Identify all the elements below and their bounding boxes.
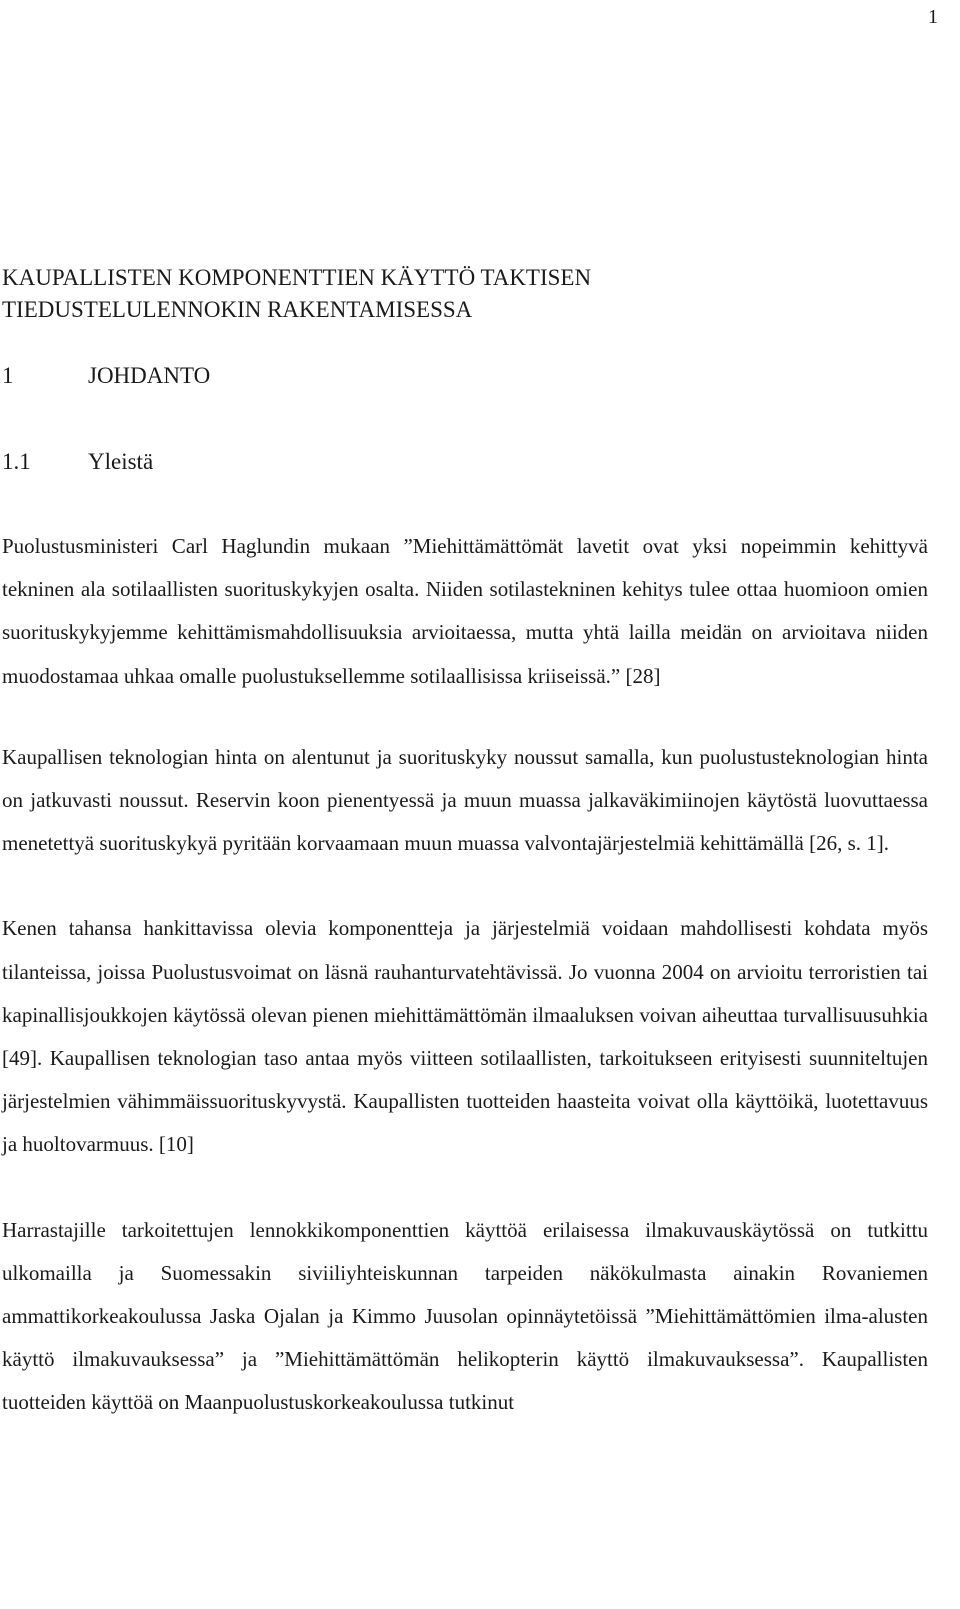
document-title	[2, 262, 928, 326]
subsection-heading	[2, 446, 928, 478]
paragraph-4: Harrastajille tarkoitettujen lennokkikomponenttien käyttöä erilaisessa ilmakuvauskäytössä on tutkittu ulkomailla ja Suomessakin siviiliyhteiskunnan tarpeiden näkökulmasta ainakin Rovaniemen ammattikorkeakoulussa Jaska Ojalan ja Kimmo Juusolan opinnäytetöissä ”Miehittämättömien ilma-alusten käyttö ilmakuvauksessa” ja ”Miehittämättömän helikopterin käyttö ilmakuvauksessa”. Kaupallisten tuotteiden käyttöä on Maanpuolustuskorkeakoulussa tutkinut	[2, 1217, 928, 1415]
paragraph-3: Kenen tahansa hankittavissa olevia komponentteja ja järjestelmiä voidaan mahdollisesti kohdata myös tilanteissa, joissa Puolustusvoimat on läsnä rauhanturvatehtävissä. Jo vuonna 2004 on arvioitu terroristien tai kapinallisjoukkojen käytössä olevan pienen miehittämättömän ilmaaluksen voivan aiheuttaa turvallisuusuhkia [49]. Kaupallisen teknologian taso antaa myös viitteen sotilaallisten, tarkoitukseen erityisesti suunniteltujen järjestelmien vähimmäissuorituskyvystä. Kaupallisten tuotteiden haasteita voivat olla käyttöikä, luotettavuus ja huoltovarmuus. [10]	[2, 916, 928, 1157]
page-number: 1	[928, 6, 938, 28]
subsection-number: 1.1	[2, 449, 31, 474]
subsection-title: Yleistä	[88, 449, 154, 474]
section-heading	[2, 360, 928, 392]
document-body	[2, 262, 928, 1425]
document-title-line-2: TIEDUSTELULENNOKIN RAKENTAMISESSA	[2, 297, 473, 322]
document-title-line-1: KAUPALLISTEN KOMPONENTTIEN KÄYTTÖ TAKTISEN	[2, 265, 592, 290]
paragraph-1: Puolustusministeri Carl Haglundin mukaan ”Miehittämättömät lavetit ovat yksi nopeimmin kehittyvä tekninen ala sotilaallisten suorituskykyjen osalta. Niiden sotilastekninen kehitys tulee ottaa huomioon omien suorituskykyjemme kehittämismahdollisuuksia arvioitaessa, mutta yhtä lailla meidän on arvioitava niiden muodostamaa uhkaa omalle puolustuksellemme sotilaallisissa kriiseissä.” [28]	[2, 534, 928, 688]
section-number: 1	[2, 363, 14, 388]
section-title: JOHDANTO	[88, 363, 211, 388]
paragraph-2: Kaupallisen teknologian hinta on alentunut ja suorituskyky noussut samalla, kun puolustusteknologian hinta on jatkuvasti noussut. Reservin koon pienentyessä ja muun muassa jalkaväkimiinojen käytöstä luovuttaessa menetettyä suorituskykyä pyritään korvaamaan muun muassa valvontajärjestelmiä kehittämällä [26, s. 1].	[2, 744, 928, 856]
